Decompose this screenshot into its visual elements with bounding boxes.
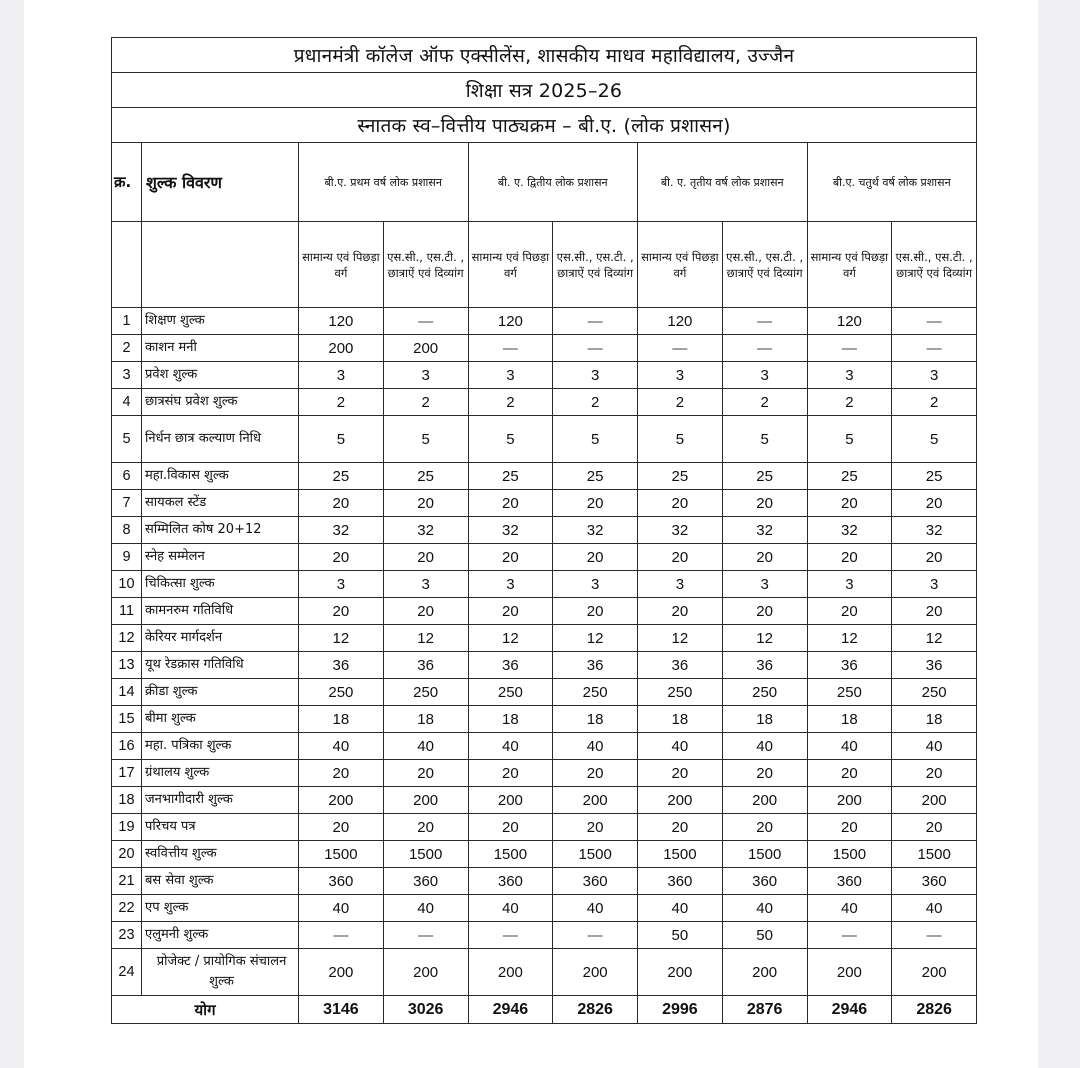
fee-amount: 2 bbox=[383, 389, 468, 416]
fee-amount: 20 bbox=[468, 814, 553, 841]
fee-amount: 200 bbox=[383, 335, 468, 362]
fee-amount: 18 bbox=[383, 706, 468, 733]
fee-amount: 40 bbox=[807, 733, 892, 760]
fee-amount: 20 bbox=[553, 598, 638, 625]
fee-amount: 200 bbox=[722, 787, 807, 814]
serial-number: 5 bbox=[112, 416, 142, 463]
fee-amount: 20 bbox=[638, 814, 723, 841]
fee-amount: 20 bbox=[722, 814, 807, 841]
fee-amount: 20 bbox=[892, 544, 977, 571]
fee-row bbox=[112, 949, 977, 996]
fee-amount: — bbox=[299, 922, 384, 949]
fee-amount: 3 bbox=[553, 362, 638, 389]
group-header-year-1: बी.ए. प्रथम वर्ष लोक प्रशासन bbox=[299, 143, 469, 222]
fee-amount: 12 bbox=[383, 625, 468, 652]
fee-amount: 200 bbox=[892, 949, 977, 996]
fee-amount: — bbox=[468, 335, 553, 362]
fee-amount: 12 bbox=[299, 625, 384, 652]
fee-amount: 1500 bbox=[638, 841, 723, 868]
session-title: शिक्षा सत्र 2025–26 bbox=[112, 73, 977, 108]
fee-amount: 20 bbox=[299, 544, 384, 571]
fee-amount: 3 bbox=[807, 362, 892, 389]
total-amount: 2946 bbox=[807, 996, 892, 1024]
fee-amount: 120 bbox=[299, 308, 384, 335]
fee-description: प्रवेश शुल्क bbox=[142, 362, 299, 389]
fee-amount: 32 bbox=[299, 517, 384, 544]
fee-amount: — bbox=[553, 308, 638, 335]
fee-amount: 40 bbox=[383, 895, 468, 922]
serial-number: 24 bbox=[112, 949, 142, 996]
fee-amount: 18 bbox=[299, 706, 384, 733]
fee-amount: 3 bbox=[807, 571, 892, 598]
fee-amount: — bbox=[892, 335, 977, 362]
fee-description: कामनरुम गतिविधि bbox=[142, 598, 299, 625]
fee-row bbox=[112, 389, 977, 416]
fee-amount: 20 bbox=[383, 760, 468, 787]
fee-amount: 50 bbox=[638, 922, 723, 949]
fee-row bbox=[112, 308, 977, 335]
fee-row bbox=[112, 490, 977, 517]
total-amount: 3146 bbox=[299, 996, 384, 1024]
fee-row bbox=[112, 733, 977, 760]
serial-number: 20 bbox=[112, 841, 142, 868]
fee-amount: 20 bbox=[892, 490, 977, 517]
fee-amount: 3 bbox=[383, 362, 468, 389]
fee-amount: 200 bbox=[807, 949, 892, 996]
fee-amount: 36 bbox=[383, 652, 468, 679]
total-amount: 2996 bbox=[638, 996, 723, 1024]
category-reserved-header: एस.सी., एस.टी. , छात्राऐं एवं दिव्यांग bbox=[722, 222, 807, 308]
fee-amount: 20 bbox=[299, 598, 384, 625]
fee-amount: 36 bbox=[299, 652, 384, 679]
fee-amount: 20 bbox=[299, 814, 384, 841]
fee-amount: 20 bbox=[807, 598, 892, 625]
fee-amount: 2 bbox=[807, 389, 892, 416]
fee-amount: — bbox=[892, 922, 977, 949]
fee-amount: 250 bbox=[299, 679, 384, 706]
fee-description: चिकित्सा शुल्क bbox=[142, 571, 299, 598]
fee-row bbox=[112, 335, 977, 362]
fee-description: महा. पत्रिका शुल्क bbox=[142, 733, 299, 760]
fee-amount: — bbox=[468, 922, 553, 949]
fee-amount: 40 bbox=[638, 895, 723, 922]
fee-amount: 40 bbox=[892, 895, 977, 922]
fee-amount: 25 bbox=[383, 463, 468, 490]
total-label: योग bbox=[112, 996, 299, 1024]
fee-description: एप शुल्क bbox=[142, 895, 299, 922]
group-header-year-4: बी.ए. चतुर्थ वर्ष लोक प्रशासन bbox=[807, 143, 977, 222]
fee-row bbox=[112, 706, 977, 733]
fee-description: निर्धन छात्र कल्याण निधि bbox=[142, 416, 299, 463]
fee-amount: 200 bbox=[383, 949, 468, 996]
fee-amount: 20 bbox=[299, 490, 384, 517]
fee-amount: 250 bbox=[383, 679, 468, 706]
fee-amount: 20 bbox=[892, 760, 977, 787]
fee-row bbox=[112, 517, 977, 544]
fee-amount: 360 bbox=[892, 868, 977, 895]
total-amount: 2876 bbox=[722, 996, 807, 1024]
fee-amount: 20 bbox=[722, 598, 807, 625]
fee-amount: 360 bbox=[299, 868, 384, 895]
fee-amount: 32 bbox=[722, 517, 807, 544]
fee-row bbox=[112, 571, 977, 598]
fee-amount: 36 bbox=[807, 652, 892, 679]
fee-amount: 40 bbox=[807, 895, 892, 922]
fee-amount: 40 bbox=[553, 733, 638, 760]
fee-amount: 5 bbox=[553, 416, 638, 463]
serial-number: 10 bbox=[112, 571, 142, 598]
fee-row bbox=[112, 416, 977, 463]
fee-amount: 12 bbox=[468, 625, 553, 652]
total-amount: 3026 bbox=[383, 996, 468, 1024]
fee-description: स्ववित्तीय शुल्क bbox=[142, 841, 299, 868]
fee-amount: 40 bbox=[383, 733, 468, 760]
fee-amount: 20 bbox=[468, 598, 553, 625]
fee-row bbox=[112, 362, 977, 389]
fee-amount: 200 bbox=[553, 787, 638, 814]
fee-amount: — bbox=[553, 335, 638, 362]
fee-amount: 1500 bbox=[553, 841, 638, 868]
group-header-year-3: बी. ए. तृतीय वर्ष लोक प्रशासन bbox=[638, 143, 808, 222]
fee-row bbox=[112, 760, 977, 787]
fee-amount: 200 bbox=[383, 787, 468, 814]
total-row bbox=[112, 996, 977, 1024]
fee-amount: 1500 bbox=[807, 841, 892, 868]
serial-number: 12 bbox=[112, 625, 142, 652]
fee-amount: — bbox=[722, 308, 807, 335]
fee-amount: 20 bbox=[892, 814, 977, 841]
fee-row bbox=[112, 598, 977, 625]
fee-amount: 36 bbox=[892, 652, 977, 679]
fee-amount: 32 bbox=[553, 517, 638, 544]
serial-number: 7 bbox=[112, 490, 142, 517]
fee-amount: 120 bbox=[807, 308, 892, 335]
fee-amount: 12 bbox=[638, 625, 723, 652]
serial-header: क्र. bbox=[112, 143, 142, 222]
fee-amount: 40 bbox=[299, 733, 384, 760]
serial-number: 16 bbox=[112, 733, 142, 760]
fee-description: प्रोजेक्ट / प्रायोगिक संचालन शुल्क bbox=[142, 949, 299, 996]
fee-description: महा.विकास शुल्क bbox=[142, 463, 299, 490]
total-amount: 2826 bbox=[892, 996, 977, 1024]
fee-row bbox=[112, 895, 977, 922]
fee-amount: 3 bbox=[299, 571, 384, 598]
fee-amount: 25 bbox=[807, 463, 892, 490]
serial-number: 1 bbox=[112, 308, 142, 335]
fee-amount: 360 bbox=[383, 868, 468, 895]
fee-amount: 200 bbox=[299, 335, 384, 362]
fee-amount: 360 bbox=[722, 868, 807, 895]
fee-amount: 40 bbox=[722, 895, 807, 922]
fee-amount: — bbox=[807, 922, 892, 949]
category-reserved-header: एस.सी., एस.टी. , छात्राऐं एवं दिव्यांग bbox=[383, 222, 468, 308]
fee-amount: 20 bbox=[892, 598, 977, 625]
serial-number: 19 bbox=[112, 814, 142, 841]
fee-amount: 25 bbox=[722, 463, 807, 490]
fee-amount: 250 bbox=[892, 679, 977, 706]
serial-number: 2 bbox=[112, 335, 142, 362]
fee-amount: 3 bbox=[638, 362, 723, 389]
serial-number: 21 bbox=[112, 868, 142, 895]
fee-description: शिक्षण शुल्क bbox=[142, 308, 299, 335]
fee-amount: 20 bbox=[383, 490, 468, 517]
fee-amount: 25 bbox=[468, 463, 553, 490]
fee-amount: 12 bbox=[892, 625, 977, 652]
fee-amount: 20 bbox=[383, 598, 468, 625]
fee-amount: 250 bbox=[553, 679, 638, 706]
document-page bbox=[24, 0, 1038, 1068]
fee-description: एलुमनी शुल्क bbox=[142, 922, 299, 949]
fee-amount: 12 bbox=[553, 625, 638, 652]
fee-amount: 25 bbox=[638, 463, 723, 490]
fee-description: सम्मिलित कोष 20+12 bbox=[142, 517, 299, 544]
fee-description: सायकल स्टेंड bbox=[142, 490, 299, 517]
fee-row bbox=[112, 814, 977, 841]
fee-amount: — bbox=[383, 922, 468, 949]
fee-amount: 40 bbox=[468, 895, 553, 922]
fee-amount: 25 bbox=[299, 463, 384, 490]
fee-description: बीमा शुल्क bbox=[142, 706, 299, 733]
fee-amount: 360 bbox=[468, 868, 553, 895]
serial-number: 3 bbox=[112, 362, 142, 389]
fee-amount: 40 bbox=[553, 895, 638, 922]
fee-amount: 20 bbox=[807, 544, 892, 571]
category-general-header: सामान्य एवं पिछड़ा वर्ग bbox=[468, 222, 553, 308]
fee-amount: — bbox=[638, 335, 723, 362]
fee-amount: 3 bbox=[722, 571, 807, 598]
fee-row bbox=[112, 625, 977, 652]
institution-title: प्रधानमंत्री कॉलेज ऑफ एक्सीलेंस, शासकीय माधव महाविद्यालय, उज्जैन bbox=[112, 38, 977, 73]
fee-amount: — bbox=[807, 335, 892, 362]
fee-amount: 250 bbox=[638, 679, 723, 706]
fee-description: बस सेवा शुल्क bbox=[142, 868, 299, 895]
total-amount: 2946 bbox=[468, 996, 553, 1024]
fee-amount: — bbox=[383, 308, 468, 335]
serial-number: 11 bbox=[112, 598, 142, 625]
fee-row bbox=[112, 544, 977, 571]
fee-amount: 360 bbox=[638, 868, 723, 895]
fee-amount: 5 bbox=[807, 416, 892, 463]
serial-number: 15 bbox=[112, 706, 142, 733]
fee-amount: 20 bbox=[468, 490, 553, 517]
fee-amount: 1500 bbox=[383, 841, 468, 868]
fee-amount: 20 bbox=[553, 490, 638, 517]
fee-amount: 200 bbox=[807, 787, 892, 814]
group-header-year-2: बी. ए. द्वितीय लोक प्रशासन bbox=[468, 143, 638, 222]
fee-amount: 2 bbox=[892, 389, 977, 416]
fee-amount: 250 bbox=[722, 679, 807, 706]
fee-amount: 40 bbox=[299, 895, 384, 922]
fee-amount: 3 bbox=[468, 362, 553, 389]
serial-number: 14 bbox=[112, 679, 142, 706]
fee-amount: 20 bbox=[807, 490, 892, 517]
fee-amount: 20 bbox=[807, 760, 892, 787]
fee-description: यूथ रेडक्रास गतिविधि bbox=[142, 652, 299, 679]
fee-amount: 20 bbox=[468, 544, 553, 571]
empty-header-cell bbox=[142, 222, 299, 308]
fee-amount: 200 bbox=[722, 949, 807, 996]
serial-number: 8 bbox=[112, 517, 142, 544]
fee-amount: 25 bbox=[553, 463, 638, 490]
serial-number: 9 bbox=[112, 544, 142, 571]
serial-number: 4 bbox=[112, 389, 142, 416]
fee-description: परिचय पत्र bbox=[142, 814, 299, 841]
fee-amount: 12 bbox=[722, 625, 807, 652]
serial-number: 13 bbox=[112, 652, 142, 679]
fee-amount: 20 bbox=[722, 544, 807, 571]
fee-amount: 5 bbox=[383, 416, 468, 463]
fee-amount: 18 bbox=[553, 706, 638, 733]
category-general-header: सामान्य एवं पिछड़ा वर्ग bbox=[299, 222, 384, 308]
category-general-header: सामान्य एवं पिछड़ा वर्ग bbox=[807, 222, 892, 308]
fee-amount: 120 bbox=[638, 308, 723, 335]
fee-amount: 360 bbox=[553, 868, 638, 895]
category-general-header: सामान्य एवं पिछड़ा वर्ग bbox=[638, 222, 723, 308]
fee-row bbox=[112, 787, 977, 814]
fee-row bbox=[112, 841, 977, 868]
fee-amount: 20 bbox=[638, 760, 723, 787]
fee-amount: — bbox=[892, 308, 977, 335]
fee-amount: 20 bbox=[807, 814, 892, 841]
fee-amount: 3 bbox=[383, 571, 468, 598]
fee-amount: 20 bbox=[638, 490, 723, 517]
fee-amount: 200 bbox=[468, 949, 553, 996]
fee-description: काशन मनी bbox=[142, 335, 299, 362]
fee-amount: 1500 bbox=[299, 841, 384, 868]
fee-amount: 20 bbox=[468, 760, 553, 787]
fee-amount: 32 bbox=[383, 517, 468, 544]
category-reserved-header: एस.सी., एस.टी. , छात्राऐं एवं दिव्यांग bbox=[892, 222, 977, 308]
fee-amount: 18 bbox=[807, 706, 892, 733]
fee-amount: 5 bbox=[299, 416, 384, 463]
fee-amount: 18 bbox=[638, 706, 723, 733]
fee-amount: 20 bbox=[722, 760, 807, 787]
fee-amount: 20 bbox=[638, 544, 723, 571]
fee-amount: 120 bbox=[468, 308, 553, 335]
fee-amount: 2 bbox=[722, 389, 807, 416]
fee-amount: 1500 bbox=[722, 841, 807, 868]
fee-amount: 36 bbox=[553, 652, 638, 679]
fee-amount: 200 bbox=[468, 787, 553, 814]
serial-number: 22 bbox=[112, 895, 142, 922]
fee-amount: 3 bbox=[722, 362, 807, 389]
fee-amount: 32 bbox=[638, 517, 723, 544]
fee-row bbox=[112, 679, 977, 706]
fee-amount: 3 bbox=[468, 571, 553, 598]
fee-amount: 200 bbox=[299, 787, 384, 814]
serial-number: 23 bbox=[112, 922, 142, 949]
serial-number: 17 bbox=[112, 760, 142, 787]
fee-amount: 18 bbox=[722, 706, 807, 733]
total-amount: 2826 bbox=[553, 996, 638, 1024]
fee-row bbox=[112, 463, 977, 490]
fee-description: छात्रसंघ प्रवेश शुल्क bbox=[142, 389, 299, 416]
fee-amount: 20 bbox=[553, 814, 638, 841]
fee-description: केरियर मार्गदर्शन bbox=[142, 625, 299, 652]
fee-amount: 3 bbox=[553, 571, 638, 598]
fee-amount: 20 bbox=[638, 598, 723, 625]
fee-amount: 20 bbox=[553, 544, 638, 571]
fee-amount: 32 bbox=[892, 517, 977, 544]
fee-amount: 1500 bbox=[892, 841, 977, 868]
fee-amount: 50 bbox=[722, 922, 807, 949]
fee-amount: 2 bbox=[638, 389, 723, 416]
fee-amount: 5 bbox=[638, 416, 723, 463]
category-reserved-header: एस.सी., एस.टी. , छात्राऐं एवं दिव्यांग bbox=[553, 222, 638, 308]
fee-amount: 18 bbox=[468, 706, 553, 733]
fee-amount: 36 bbox=[638, 652, 723, 679]
fee-amount: 250 bbox=[807, 679, 892, 706]
fee-amount: 2 bbox=[553, 389, 638, 416]
fee-table bbox=[111, 37, 977, 1024]
fee-amount: 2 bbox=[299, 389, 384, 416]
serial-number: 6 bbox=[112, 463, 142, 490]
fee-amount: 12 bbox=[807, 625, 892, 652]
fee-amount: 3 bbox=[892, 571, 977, 598]
fee-amount: 36 bbox=[468, 652, 553, 679]
fee-amount: 40 bbox=[468, 733, 553, 760]
fee-amount: 25 bbox=[892, 463, 977, 490]
fee-amount: 40 bbox=[722, 733, 807, 760]
fee-amount: 5 bbox=[722, 416, 807, 463]
fee-description: स्नेह सम्मेलन bbox=[142, 544, 299, 571]
fee-amount: 200 bbox=[638, 949, 723, 996]
fee-amount: 40 bbox=[638, 733, 723, 760]
fee-amount: 200 bbox=[638, 787, 723, 814]
fee-amount: 1500 bbox=[468, 841, 553, 868]
fee-amount: 250 bbox=[468, 679, 553, 706]
fee-amount: 32 bbox=[468, 517, 553, 544]
fee-amount: 3 bbox=[638, 571, 723, 598]
fee-amount: 20 bbox=[553, 760, 638, 787]
fee-row bbox=[112, 652, 977, 679]
fee-amount: 5 bbox=[468, 416, 553, 463]
fee-amount: 20 bbox=[383, 814, 468, 841]
serial-number: 18 bbox=[112, 787, 142, 814]
fee-amount: 360 bbox=[807, 868, 892, 895]
fee-amount: 20 bbox=[383, 544, 468, 571]
fee-row bbox=[112, 922, 977, 949]
fee-amount: 200 bbox=[553, 949, 638, 996]
fee-amount: 20 bbox=[299, 760, 384, 787]
fee-amount: — bbox=[722, 335, 807, 362]
fee-description-header: शुल्क विवरण bbox=[142, 143, 299, 222]
fee-amount: 200 bbox=[892, 787, 977, 814]
fee-amount: 3 bbox=[299, 362, 384, 389]
course-title: स्नातक स्व–वित्तीय पाठ्यक्रम – बी.ए. (लोक प्रशासन) bbox=[112, 108, 977, 143]
fee-description: क्रीडा शुल्क bbox=[142, 679, 299, 706]
fee-amount: 2 bbox=[468, 389, 553, 416]
empty-header-cell bbox=[112, 222, 142, 308]
fee-amount: 200 bbox=[299, 949, 384, 996]
fee-amount: 3 bbox=[892, 362, 977, 389]
fee-description: जनभागीदारी शुल्क bbox=[142, 787, 299, 814]
fee-amount: 40 bbox=[892, 733, 977, 760]
fee-row bbox=[112, 868, 977, 895]
fee-amount: — bbox=[553, 922, 638, 949]
fee-amount: 20 bbox=[722, 490, 807, 517]
fee-amount: 36 bbox=[722, 652, 807, 679]
fee-amount: 18 bbox=[892, 706, 977, 733]
fee-amount: 32 bbox=[807, 517, 892, 544]
fee-amount: 5 bbox=[892, 416, 977, 463]
fee-description: ग्रंथालय शुल्क bbox=[142, 760, 299, 787]
